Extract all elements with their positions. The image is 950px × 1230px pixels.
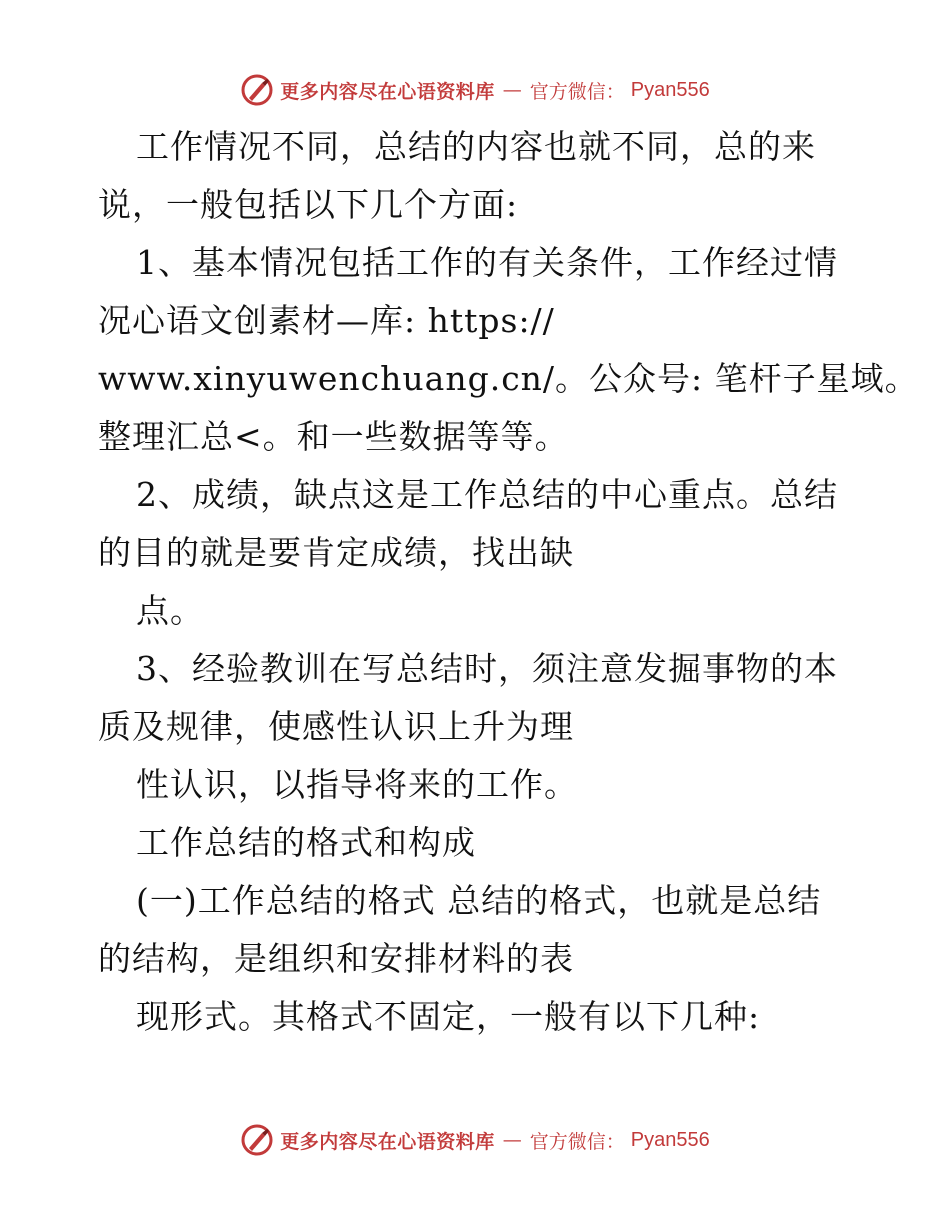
text-line: 性认识，以指导将来的工作。 bbox=[136, 765, 578, 804]
section-heading: 工作总结的格式和构成 bbox=[136, 823, 476, 862]
text-line: 的目的就是要肯定成绩，找出缺 bbox=[98, 533, 574, 572]
banner-official-label: 官方微信： bbox=[529, 80, 625, 103]
banner-dash: — bbox=[502, 79, 522, 101]
text-line: 说，一般包括以下几个方面: bbox=[98, 185, 519, 224]
text-line: 质及规律，使感性认识上升为理 bbox=[98, 707, 574, 746]
text-line: (一)工作总结的格式 总结的格式，也就是总结 bbox=[136, 881, 822, 920]
text-line: 1、基本情况包括工作的有关条件，工作经过情 bbox=[136, 243, 838, 282]
text-line: 现形式。其格式不固定，一般有以下几种: bbox=[136, 997, 761, 1036]
banner-wechat-id: Pyan556 bbox=[630, 78, 710, 101]
banner-dash: — bbox=[502, 1129, 522, 1151]
document-body bbox=[98, 118, 919, 1046]
text-line: 2、成绩，缺点这是工作总结的中心重点。总结 bbox=[136, 475, 838, 514]
header-banner bbox=[0, 70, 950, 110]
text-line: 工作情况不同，总结的内容也就不同，总的来 bbox=[136, 127, 816, 166]
banner-title: 更多内容尽在心语资料库 bbox=[280, 1130, 495, 1153]
text-line: 况心语文创素材—库: https:// bbox=[98, 301, 555, 340]
text-line: www.xinyuwenchuang.cn/。公众号: 笔杆子星域。 bbox=[98, 359, 919, 398]
text-line: 点。 bbox=[136, 591, 204, 630]
banner-wechat-id: Pyan556 bbox=[630, 1128, 710, 1151]
banner-title: 更多内容尽在心语资料库 bbox=[280, 80, 495, 103]
text-line: 整理汇总<。和一些数据等等。 bbox=[98, 417, 569, 456]
banner-official-label: 官方微信： bbox=[529, 1130, 625, 1153]
text-line: 的结构，是组织和安排材料的表 bbox=[98, 939, 574, 978]
pen-circle-logo-icon bbox=[240, 73, 274, 107]
pen-circle-logo-icon bbox=[240, 1123, 274, 1157]
text-line: 3、经验教训在写总结时，须注意发掘事物的本 bbox=[136, 649, 838, 688]
footer-banner bbox=[0, 1120, 950, 1160]
